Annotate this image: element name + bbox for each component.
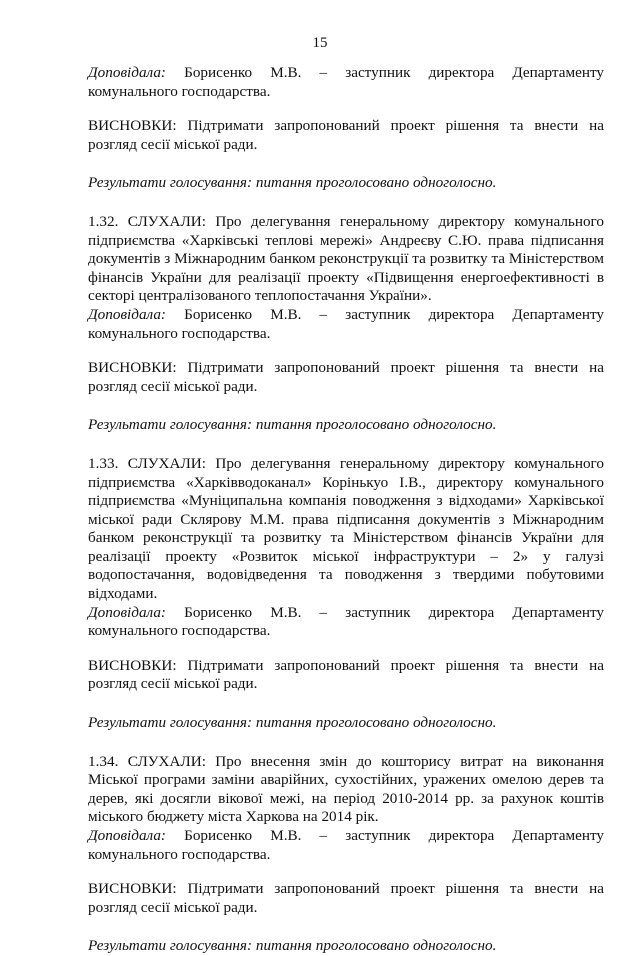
vote-label: Результати голосування: <box>88 714 253 732</box>
conclusions-paragraph: ВИСНОВКИ: Підтримати запропонований проект рішення та внести на розгляд сесії міської ради. <box>88 656 604 693</box>
section-heading: 1.33. СЛУХАЛИ: <box>88 454 206 472</box>
conclusions-paragraph: ВИСНОВКИ: Підтримати запропонований проект рішення та внести на розгляд сесії міської ради. <box>88 880 604 916</box>
heard-paragraph <box>88 213 604 306</box>
reporter-paragraph <box>88 64 604 101</box>
conclusions-paragraph: ВИСНОВКИ: Підтримати запропонований проект рішення та внести на розгляд сесії міської ради. <box>88 117 604 153</box>
heard-paragraph <box>88 753 604 827</box>
vote-result <box>88 174 604 193</box>
section-heading: 1.34. СЛУХАЛИ: <box>88 752 206 770</box>
section-1-34 <box>88 753 604 956</box>
reporter-paragraph <box>88 306 604 343</box>
reporter-label: Доповідала: <box>88 603 166 621</box>
vote-result <box>88 937 604 956</box>
section-1-33 <box>88 455 604 733</box>
reporter-text: Борисенко М.В. – заступник директора Департаменту комунального господарства. <box>88 827 605 863</box>
vote-text: питання проголосовано одноголосно. <box>255 937 497 955</box>
reporter-label: Доповідала: <box>88 827 166 844</box>
vote-label: Результати голосування: <box>88 174 253 192</box>
vote-label: Результати голосування: <box>88 937 253 955</box>
section-continuation <box>88 64 604 193</box>
reporter-text: Борисенко М.В. – заступник директора Департаменту комунального господарства. <box>88 603 605 640</box>
vote-result <box>88 416 604 435</box>
reporter-paragraph <box>88 827 604 864</box>
reporter-label: Доповідала: <box>88 305 166 323</box>
section-heading: 1.32. СЛУХАЛИ: <box>88 212 206 230</box>
vote-text: питання проголосовано одноголосно. <box>255 174 497 192</box>
reporter-label: Доповідала: <box>88 64 166 81</box>
reporter-paragraph <box>88 604 604 641</box>
reporter-text: Борисенко М.В. – заступник директора Департаменту комунального господарства. <box>88 64 605 100</box>
page-content <box>88 64 604 956</box>
section-1-32 <box>88 213 604 435</box>
heard-paragraph <box>88 455 604 604</box>
vote-label: Результати голосування: <box>88 416 253 434</box>
page-number: 15 <box>312 35 328 51</box>
vote-result <box>88 714 604 733</box>
section-body: Про внесення змін до кошторису витрат на виконання Міської програми заміни аварійних, сухостійних, уражених омелою дерев та дерев, які досягли вікової межі, на період 2010-2014 рр. за рахунок коштів міського бюджету міста Харкова на 2014 рік. <box>88 752 605 826</box>
vote-text: питання проголосовано одноголосно. <box>255 714 497 732</box>
section-body: Про делегування генеральному директору комунального підприємства «Харківводоканал» Корінькуо І.В., директору комунального підприємства «Муніципальна компанія поводження з відходами» Харківської міської ради Склярову М.М. права підписання документів з Міжнародним банком реконструкції та розвитку та Міністерством фінансів України для реалізації проекту «Розвиток міської інфраструктури – 2» у галузі водопостачання, водовідведення та поводження з твердими побутовими відходами. <box>88 454 604 603</box>
conclusions-paragraph: ВИСНОВКИ: Підтримати запропонований проект рішення та внести на розгляд сесії міської ради. <box>88 359 604 395</box>
section-body: Про делегування генеральному директору комунального підприємства «Харківські теплові мережі» Андреєву С.Ю. права підписання документів з Міжнародним банком реконструкції та розвитку та Міністерством фінансів України для реалізації проекту «Підвищення енергоефективності в секторі централізованого теплопостачання України». <box>88 212 604 305</box>
vote-text: питання проголосовано одноголосно. <box>255 416 497 434</box>
reporter-text: Борисенко М.В. – заступник директора Департаменту комунального господарства. <box>88 305 605 342</box>
